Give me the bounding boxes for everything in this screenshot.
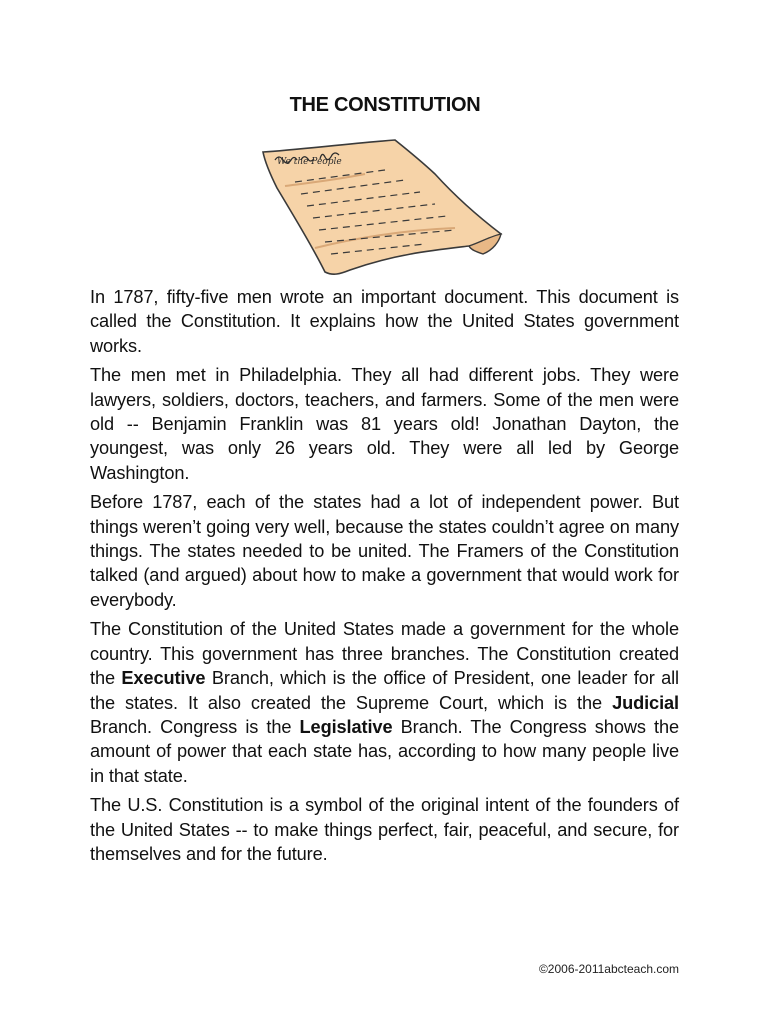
paragraph-text: Branch. The Congress shows the amount of power that each state has, according to how many people live in that state.: [90, 716, 679, 786]
document-body: [90, 285, 679, 871]
body-paragraph: [90, 490, 679, 612]
paragraph-text: Branch. Congress is the: [90, 716, 300, 737]
paragraph-text: In 1787, fifty-five men wrote an important document. This document is called the Constitution. It explains how the United States government works.: [90, 287, 679, 356]
illustration-heading: We the People: [277, 157, 342, 167]
body-paragraph: [90, 793, 679, 866]
paragraph-text: The U.S. Constitution is a symbol of the original intent of the founders of the United States -- to make things perfect, fair, peaceful, and secure, for themselves and for the future.: [90, 795, 679, 864]
parchment-scroll-icon: [255, 138, 505, 278]
paragraph-text: The men met in Philadelphia. They all had different jobs. They were lawyers, soldiers, doctors, teachers, and farmers. Some of the men were old -- Benjamin Franklin was 81 years old! Jonathan Dayton, the youngest, was only 26 years old. They were all led by George Washington.: [90, 365, 679, 483]
paragraph-text: Branch, which is the office of President, one leader for all the states. It also created the Supreme Court, which is the: [90, 668, 679, 713]
bold-term: Legislative: [299, 716, 393, 737]
body-paragraph: [90, 285, 679, 358]
body-paragraph: [90, 617, 679, 788]
bold-term: Judicial: [612, 692, 679, 713]
bold-term: Executive: [121, 668, 206, 689]
body-paragraph: [90, 363, 679, 485]
paragraph-text: The Constitution of the United States made a government for the whole country. This government has three branches. The Constitution created the: [90, 619, 679, 689]
page-title: THE CONSTITUTION: [289, 94, 481, 116]
paragraph-text: Before 1787, each of the states had a lot of independent power. But things weren’t going very well, because the states couldn’t agree on many things. The states needed to be united. The Framers of the Constitution talked (and argued) about how to make a government that would work for everybody.: [90, 492, 679, 610]
copyright-footer: ©2006-2011abcteach.com: [538, 962, 679, 976]
